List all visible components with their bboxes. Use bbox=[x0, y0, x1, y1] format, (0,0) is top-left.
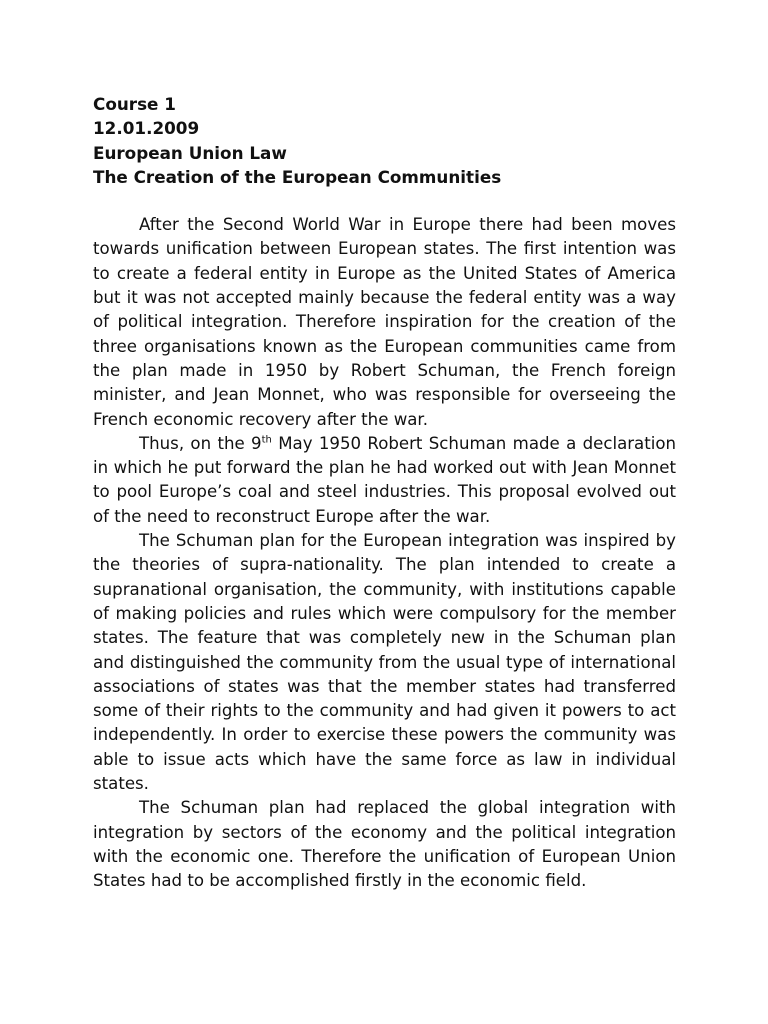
paragraph-2-rest: May 1950 Robert Schuman made a declaration in which he put forward the plan he had worked out with Jean Monnet to pool Europe’s coal and steel industries. This proposal evolved out of the need to reconstruct Europe after the war. bbox=[93, 433, 677, 526]
paragraph-2-start: Thus, on the 9 bbox=[139, 433, 262, 453]
course-date: 12.01.2009 bbox=[93, 118, 200, 139]
paragraph-4: The Schuman plan had replaced the global integration with integration by sectors of the economy and the political integration with the economic one. Therefore the unification of European Union States had to be accomplished firstly in the economic field. bbox=[93, 798, 676, 891]
paragraph-3: The Schuman plan for the European integration was inspired by the theories of supra-nationality. The plan intended to create a supranational organisation, the community, with institutions capable of making policies and rules which were compulsory for the member states. The feature that was completely new in the Schuman plan and distinguished the community from the usual type of international associations of states was that the member states had transferred some of their rights to the community and had given it powers to act independently. In order to exercise these powers the community was able to issue acts which have the same force as law in individual states. bbox=[93, 531, 676, 794]
course-number: Course 1 bbox=[93, 94, 176, 114]
paragraph-1: After the Second World War in Europe there had been moves towards unification between European states. The first intention was to create a federal entity in Europe as the United States of America but it was not accepted mainly because the federal entity was a way of political integration. Therefore inspiration for the creation of the three organisations known as the European communities came from the plan made in 1950 by Robert Schuman, the French foreign minister, and Jean Monnet, who was responsible for overseeing the French economic recovery after the war. bbox=[93, 215, 676, 429]
document-page bbox=[93, 92, 676, 894]
document-title: The Creation of the European Communities bbox=[93, 166, 502, 187]
subject-title: European Union Law bbox=[93, 142, 287, 163]
paragraph-2 bbox=[93, 432, 676, 529]
spacer bbox=[93, 189, 676, 213]
ordinal-superscript: th bbox=[261, 434, 272, 446]
